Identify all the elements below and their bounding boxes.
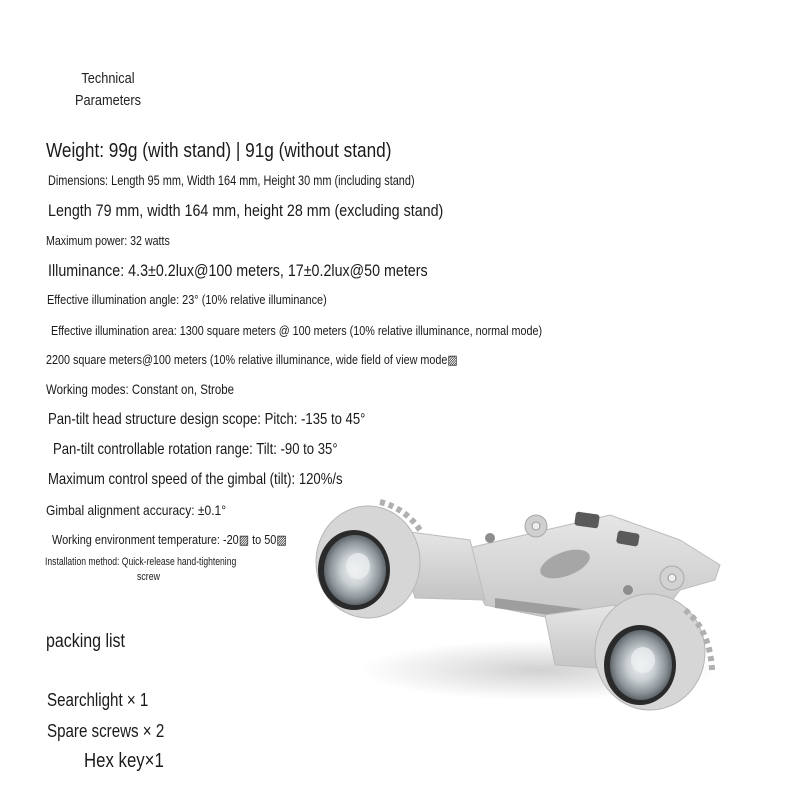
spec-line: screw	[137, 570, 160, 583]
spec-line: Working environment temperature: -20▨ to 50▨	[52, 531, 287, 547]
spec-line: Illuminance: 4.3±0.2lux@100 meters, 17±0.2lux@50 meters	[48, 260, 428, 280]
searchlight-product-image	[310, 480, 730, 720]
packing-item: Searchlight × 1	[47, 690, 149, 711]
heading-line-2: Parameters	[75, 92, 141, 109]
spec-line: 2200 square meters@100 meters (10% relative illuminance, wide field of view mode▨	[46, 351, 458, 367]
spec-line: Pan-tilt controllable rotation range: Tilt: -90 to 35°	[53, 441, 338, 459]
spec-line: Effective illumination angle: 23° (10% relative illuminance)	[47, 291, 327, 307]
spec-line: Pan-tilt head structure design scope: Pitch: -135 to 45°	[48, 411, 366, 429]
spec-line: Installation method: Quick-release hand-tightening	[45, 555, 237, 568]
spec-line: Working modes: Constant on, Strobe	[46, 381, 235, 398]
packing-item: Hex key×1	[84, 750, 164, 772]
section-heading	[60, 68, 156, 112]
spec-line: Dimensions: Length 95 mm, Width 164 mm, Height 30 mm (including stand)	[48, 172, 415, 189]
heading-line-1: Technical	[81, 70, 135, 87]
packing-list-title: packing list	[46, 630, 125, 652]
spec-line: Gimbal alignment accuracy: ±0.1°	[46, 502, 227, 519]
spec-line: Weight: 99g (with stand) | 91g (without stand)	[46, 140, 392, 162]
spec-line: Maximum control speed of the gimbal (tilt): 120%/s	[48, 471, 343, 489]
spec-line: Length 79 mm, width 164 mm, height 28 mm (excluding stand)	[48, 200, 444, 220]
spec-line: Maximum power: 32 watts	[46, 232, 170, 248]
packing-item: Spare screws × 2	[47, 721, 165, 742]
spec-line: Effective illumination area: 1300 square meters @ 100 meters (10% relative illuminance, normal mode)	[51, 322, 543, 338]
